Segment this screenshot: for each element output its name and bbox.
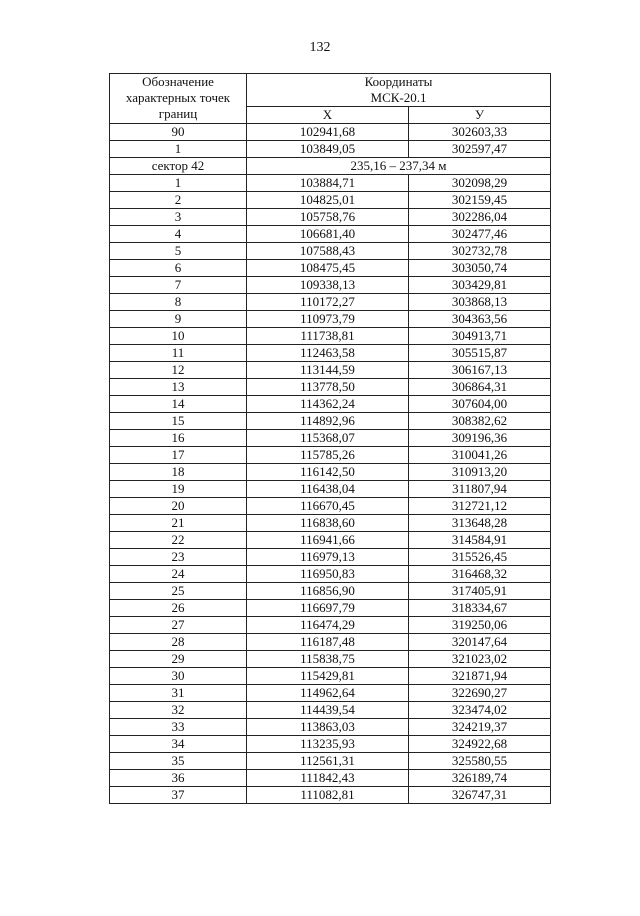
- table-row: [110, 668, 551, 685]
- point-number: 22: [110, 532, 247, 549]
- y-coordinate: 324219,37: [409, 719, 551, 736]
- y-coordinate: 305515,87: [409, 345, 551, 362]
- table-row: [110, 770, 551, 787]
- x-coordinate: 108475,45: [247, 260, 409, 277]
- point-number: 18: [110, 464, 247, 481]
- point-number: 10: [110, 328, 247, 345]
- table-row: [110, 481, 551, 498]
- table-row: [110, 294, 551, 311]
- table-row: [110, 260, 551, 277]
- y-coordinate: 323474,02: [409, 702, 551, 719]
- y-coordinate: 313648,28: [409, 515, 551, 532]
- point-number: 5: [110, 243, 247, 260]
- point-number: 7: [110, 277, 247, 294]
- point-number: 14: [110, 396, 247, 413]
- y-coordinate: 302286,04: [409, 209, 551, 226]
- point-number: 6: [110, 260, 247, 277]
- x-coordinate: 113235,93: [247, 736, 409, 753]
- table-row: [110, 549, 551, 566]
- coordinates-header: [247, 74, 551, 107]
- sector-range: 235,16 – 237,34 м: [247, 158, 551, 175]
- table-row: [110, 209, 551, 226]
- x-coordinate: 113144,59: [247, 362, 409, 379]
- table-row: [110, 362, 551, 379]
- y-coordinate: 315526,45: [409, 549, 551, 566]
- y-coordinate: 318334,67: [409, 600, 551, 617]
- x-coordinate: 111842,43: [247, 770, 409, 787]
- point-label-line-1: Обозначение: [142, 74, 214, 89]
- point-number: 11: [110, 345, 247, 362]
- coordinates-table: [109, 73, 551, 804]
- y-coordinate: 310913,20: [409, 464, 551, 481]
- x-coordinate: 116950,83: [247, 566, 409, 583]
- y-coordinate: 302732,78: [409, 243, 551, 260]
- x-coordinate: 107588,43: [247, 243, 409, 260]
- point-number: 1: [110, 175, 247, 192]
- table-row: [110, 175, 551, 192]
- x-coordinate: 103884,71: [247, 175, 409, 192]
- x-coordinate: 116438,04: [247, 481, 409, 498]
- x-coordinate: 112561,31: [247, 753, 409, 770]
- point-number: 17: [110, 447, 247, 464]
- x-coordinate: 115838,75: [247, 651, 409, 668]
- point-number: 15: [110, 413, 247, 430]
- point-number: 4: [110, 226, 247, 243]
- y-coordinate: 303050,74: [409, 260, 551, 277]
- point-number: 36: [110, 770, 247, 787]
- y-coordinate: 314584,91: [409, 532, 551, 549]
- table-row: [110, 651, 551, 668]
- table-row: [110, 532, 551, 549]
- table-row: [110, 379, 551, 396]
- table-row: [110, 617, 551, 634]
- x-coordinate: 104825,01: [247, 192, 409, 209]
- point-number: 27: [110, 617, 247, 634]
- table-row: [110, 345, 551, 362]
- x-coordinate: 116697,79: [247, 600, 409, 617]
- y-coordinate: 310041,26: [409, 447, 551, 464]
- y-coordinate: 303868,13: [409, 294, 551, 311]
- table-row: [110, 702, 551, 719]
- x-coordinate: 115785,26: [247, 447, 409, 464]
- x-coordinate: 109338,13: [247, 277, 409, 294]
- y-coordinate: 304363,56: [409, 311, 551, 328]
- y-coordinate: 309196,36: [409, 430, 551, 447]
- x-coordinate: 116142,50: [247, 464, 409, 481]
- table-row: [110, 600, 551, 617]
- x-coordinate: 105758,76: [247, 209, 409, 226]
- x-coordinate: 113863,03: [247, 719, 409, 736]
- table-row: [110, 243, 551, 260]
- table-row: [110, 464, 551, 481]
- x-coordinate: 111082,81: [247, 787, 409, 804]
- point-label-header: [110, 74, 247, 124]
- y-coordinate: 306167,13: [409, 362, 551, 379]
- x-coordinate: 114892,96: [247, 413, 409, 430]
- point-number: 30: [110, 668, 247, 685]
- x-coordinate: 110973,79: [247, 311, 409, 328]
- point-number: 13: [110, 379, 247, 396]
- point-label-line-3: границ: [158, 106, 198, 121]
- y-coordinate: 302477,46: [409, 226, 551, 243]
- coordinates-title: Координаты: [364, 74, 433, 89]
- table-row: [110, 515, 551, 532]
- y-coordinate: 308382,62: [409, 413, 551, 430]
- point-number: 23: [110, 549, 247, 566]
- x-coordinate: 116979,13: [247, 549, 409, 566]
- table-row: [110, 396, 551, 413]
- point-number: 26: [110, 600, 247, 617]
- table-row: [110, 447, 551, 464]
- y-coordinate: 317405,91: [409, 583, 551, 600]
- x-coordinate: 116670,45: [247, 498, 409, 515]
- table-row: [110, 124, 551, 141]
- point-number: 24: [110, 566, 247, 583]
- table-row: [110, 277, 551, 294]
- table-row: [110, 413, 551, 430]
- y-coordinate: 321023,02: [409, 651, 551, 668]
- y-coordinate: 302597,47: [409, 141, 551, 158]
- table-row: [110, 736, 551, 753]
- point-number: 34: [110, 736, 247, 753]
- table-row: [110, 141, 551, 158]
- y-coordinate: 320147,64: [409, 634, 551, 651]
- y-coordinate: 303429,81: [409, 277, 551, 294]
- point-number: 28: [110, 634, 247, 651]
- x-coordinate: 116856,90: [247, 583, 409, 600]
- point-number: 21: [110, 515, 247, 532]
- point-number: 19: [110, 481, 247, 498]
- point-number: 33: [110, 719, 247, 736]
- point-number: 31: [110, 685, 247, 702]
- table-row: [110, 753, 551, 770]
- point-number: 8: [110, 294, 247, 311]
- table-row: [110, 430, 551, 447]
- table-row: [110, 566, 551, 583]
- point-number: 12: [110, 362, 247, 379]
- y-coordinate: 302603,33: [409, 124, 551, 141]
- point-number: 90: [110, 124, 247, 141]
- x-coordinate: 110172,27: [247, 294, 409, 311]
- table-row: [110, 328, 551, 345]
- y-coordinate: 312721,12: [409, 498, 551, 515]
- table-row: [110, 787, 551, 804]
- point-number: 32: [110, 702, 247, 719]
- table-row: [110, 634, 551, 651]
- point-number: 3: [110, 209, 247, 226]
- table-header: [110, 74, 551, 124]
- y-coordinate: 302159,45: [409, 192, 551, 209]
- sector-label: сектор 42: [110, 158, 247, 175]
- x-column-header: Х: [247, 107, 409, 124]
- y-coordinate: 311807,94: [409, 481, 551, 498]
- table-row: [110, 226, 551, 243]
- x-coordinate: 116941,66: [247, 532, 409, 549]
- x-coordinate: 115429,81: [247, 668, 409, 685]
- page-number: 132: [309, 40, 331, 55]
- x-coordinate: 114362,24: [247, 396, 409, 413]
- point-number: 9: [110, 311, 247, 328]
- y-coordinate: 302098,29: [409, 175, 551, 192]
- x-coordinate: 113778,50: [247, 379, 409, 396]
- point-label-line-2: характерных точек: [125, 90, 231, 105]
- x-coordinate: 112463,58: [247, 345, 409, 362]
- table-row: [110, 719, 551, 736]
- y-coordinate: 307604,00: [409, 396, 551, 413]
- y-coordinate: 322690,27: [409, 685, 551, 702]
- table-row: [110, 311, 551, 328]
- y-coordinate: 306864,31: [409, 379, 551, 396]
- y-coordinate: 316468,32: [409, 566, 551, 583]
- table-row: [110, 685, 551, 702]
- x-coordinate: 106681,40: [247, 226, 409, 243]
- x-coordinate: 116838,60: [247, 515, 409, 532]
- x-coordinate: 114439,54: [247, 702, 409, 719]
- table-row: [110, 498, 551, 515]
- point-number: 16: [110, 430, 247, 447]
- table-row: [110, 583, 551, 600]
- x-coordinate: 116474,29: [247, 617, 409, 634]
- sector-row: [110, 158, 551, 175]
- point-number: 25: [110, 583, 247, 600]
- y-coordinate: 326189,74: [409, 770, 551, 787]
- y-coordinate: 325580,55: [409, 753, 551, 770]
- y-column-header: У: [409, 107, 551, 124]
- y-coordinate: 319250,06: [409, 617, 551, 634]
- y-coordinate: 324922,68: [409, 736, 551, 753]
- y-coordinate: 304913,71: [409, 328, 551, 345]
- y-coordinate: 326747,31: [409, 787, 551, 804]
- coordinate-system: МСК-20.1: [370, 90, 427, 105]
- y-coordinate: 321871,94: [409, 668, 551, 685]
- x-coordinate: 114962,64: [247, 685, 409, 702]
- point-number: 1: [110, 141, 247, 158]
- x-coordinate: 103849,05: [247, 141, 409, 158]
- point-number: 29: [110, 651, 247, 668]
- point-number: 20: [110, 498, 247, 515]
- point-number: 35: [110, 753, 247, 770]
- x-coordinate: 115368,07: [247, 430, 409, 447]
- table-row: [110, 192, 551, 209]
- x-coordinate: 111738,81: [247, 328, 409, 345]
- point-number: 37: [110, 787, 247, 804]
- table-body: [110, 124, 551, 804]
- point-number: 2: [110, 192, 247, 209]
- x-coordinate: 116187,48: [247, 634, 409, 651]
- x-coordinate: 102941,68: [247, 124, 409, 141]
